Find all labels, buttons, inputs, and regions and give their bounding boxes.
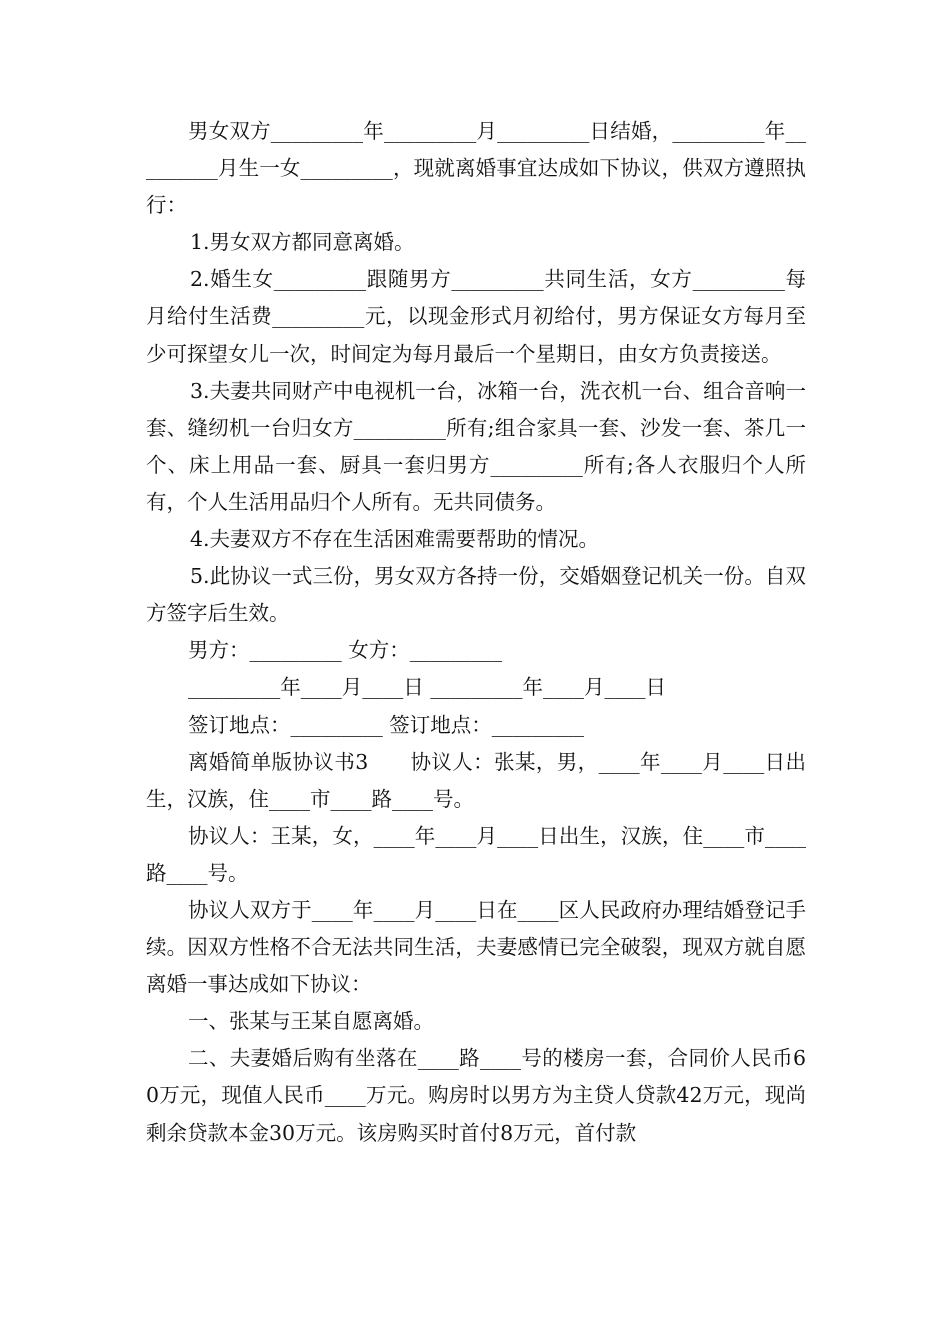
- signing-place-line: 签订地点：_________ 签订地点：_________: [188, 712, 585, 737]
- paragraph-clause-4: 4.夫妻双方不存在生活困难需要帮助的情况。: [190, 527, 600, 552]
- paragraph-party-a: 离婚简单版协议书3 协议人：张某，男，____年____月____日出生，汉族，住____市____路____号。: [146, 749, 806, 811]
- paragraph-article-1: 一、张某与王某自愿离婚。: [188, 1009, 434, 1034]
- paragraph-clause-5: 5.此协议一式三份，男女双方各持一份，交婚姻登记机关一份。自双方签字后生效。: [146, 564, 806, 626]
- document-body: [146, 113, 806, 1152]
- signature-line: 男方：_________ 女方：_________: [188, 638, 503, 663]
- date-line: _________年____月____日 _________年____月____日: [188, 675, 667, 700]
- paragraph-clause-1: 1.男女双方都同意离婚。: [190, 230, 415, 255]
- paragraph-intro: 男女双方_________年_________月_________日结婚，_________年_________月生一女_________，现就离婚事宜达成如下协议，供双方遵照执行：: [146, 119, 806, 218]
- paragraph-article-2: 二、夫妻婚后购有坐落在____路____号的楼房一套，合同价人民币60万元，现值人民币____万元。购房时以男方为主贷人贷款42万元，现尚剩余贷款本金30万元。该房购买时首付8万元，首付款: [146, 1046, 806, 1145]
- paragraph-clause-2: 2.婚生女_________跟随男方_________共同生活，女方_________每月给付生活费_________元，以现金形式月初给付，男方保证女方每月至少可探望女儿一次，时间定为每月最后一个星期日，由女方负责接送。: [146, 267, 806, 366]
- paragraph-clause-3: 3.夫妻共同财产中电视机一台，冰箱一台，洗衣机一台、组合音响一套、缝纫机一台归女方_________所有;组合家具一套、沙发一套、茶几一个、床上用品一套、厨具一套归男方_________所有;各人衣服归个人所有，个人生活用品归个人所有。无共同债务。: [146, 378, 806, 514]
- paragraph-marriage-registration: 协议人双方于____年____月____日在____区人民政府办理结婚登记手续。因双方性格不合无法共同生活，夫妻感情已完全破裂，现双方就自愿离婚一事达成如下协议：: [146, 897, 806, 997]
- paragraph-party-b: 协议人：王某，女，____年____月____日出生，汉族，住____市____路____号。: [146, 823, 806, 885]
